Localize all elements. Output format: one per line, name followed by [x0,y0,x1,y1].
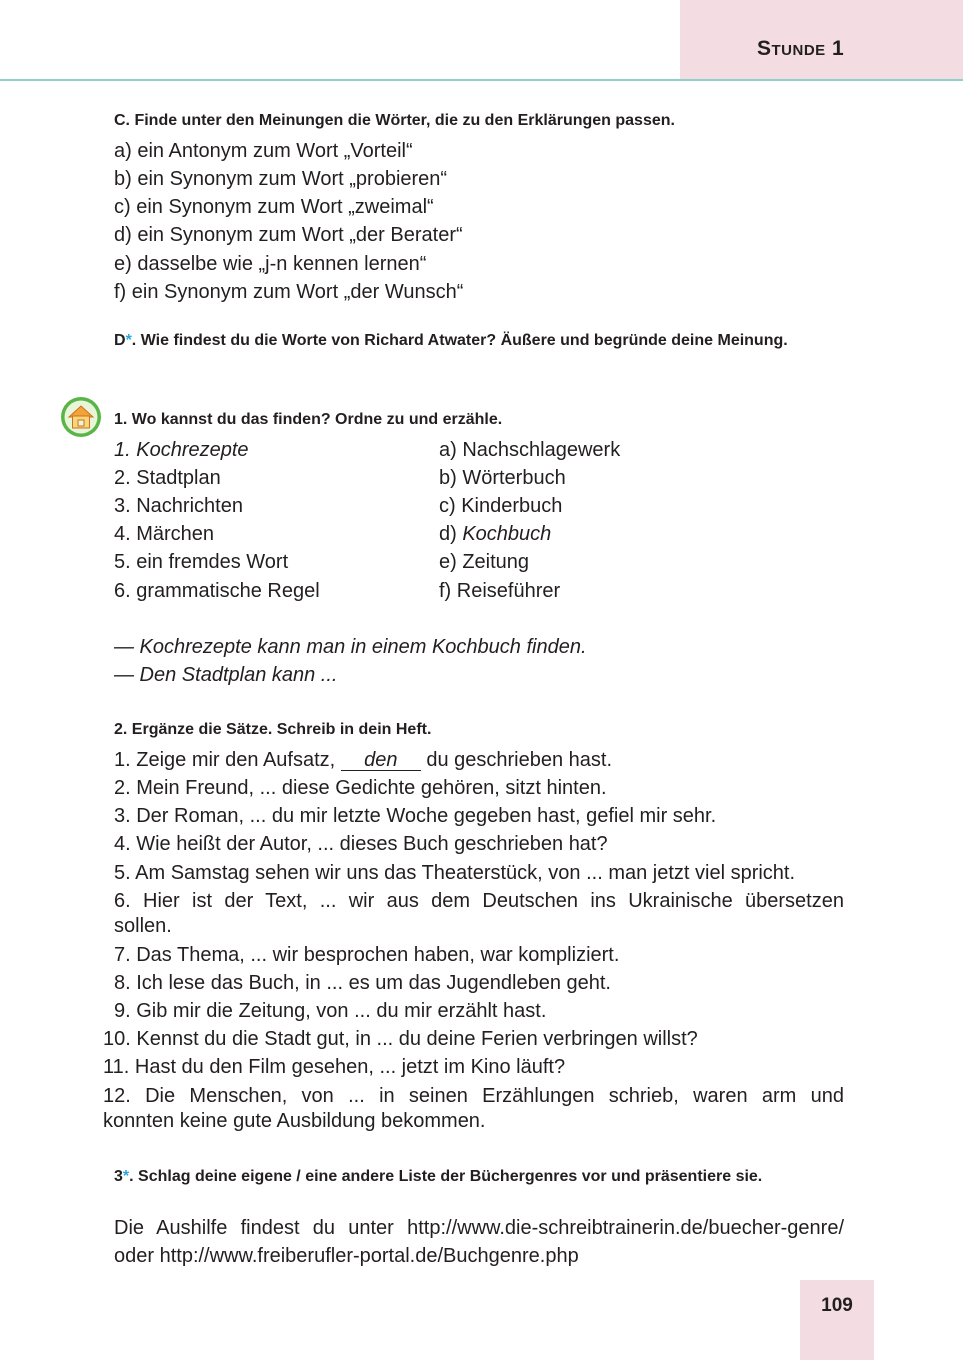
section-c-item: a) ein Antonym zum Wort „Vorteil“ [114,140,413,162]
home-icon [60,396,102,438]
page-number-tab [800,1280,874,1360]
exercise-2-sentence: 12. Die Menschen, von ... in seinen Erzählungen schrieb, waren arm und [103,1085,844,1107]
exercise-2-sentence: 10. Kennst du die Stadt gut, in ... du deine Ferien verbringen willst? [103,1028,698,1050]
exercise-2-sentence: 7. Das Thema, ... wir besprochen haben, war kompliziert. [114,944,620,966]
exercise-1-heading: 1. Wo kannst du das finden? Ordne zu und erzähle. [114,411,503,428]
exercise-2-sentence: 8. Ich lese das Buch, in ... es um das Jugendleben geht. [114,972,611,994]
exercise-2-heading: 2. Ergänze die Sätze. Schreib in dein Heft. [114,721,432,738]
exercise-1-right-item: c) Kinderbuch [439,495,563,517]
section-d-heading: D*. Wie findest du die Worte von Richard Atwater? Äußere und begründe deine Meinung. [114,332,788,349]
exercise-2-sentence: 9. Gib mir die Zeitung, von ... du mir erzählt hast. [114,1000,547,1022]
header-divider [0,79,963,81]
section-c-item: b) ein Synonym zum Wort „probieren“ [114,168,448,190]
star-mark: * [125,332,132,349]
exercise-3-heading: 3*. Schlag deine eigene / eine andere Liste der Büchergenres vor und präsentiere sie. [114,1168,763,1185]
exercise-2-sentence-continued: sollen. [114,915,172,937]
exercise-1-left-item: 1. Kochrezepte [114,439,249,461]
exercise-1-right-item: e) Zeitung [439,551,530,573]
exercise-1-right-item: b) Wörterbuch [439,467,566,489]
exercise-2-sentence: 11. Hast du den Film gesehen, ... jetzt im Kino läuft? [103,1056,566,1078]
exercise-1-left-item: 4. Märchen [114,523,215,545]
section-c-item: e) dasselbe wie „j-n kennen lernen“ [114,253,427,275]
exercise-1-left-item: 2. Stadtplan [114,467,221,489]
exercise-3-text: oder http://www.freiberufler-portal.de/Buchgenre.php [114,1245,579,1267]
exercise-1-right-item: d) Kochbuch [439,523,552,545]
section-c-item: c) ein Synonym zum Wort „zweimal“ [114,196,434,218]
exercise-3-text: Die Aushilfe findest du unter http://www.die-schreibtrainerin.de/buecher-genre/ [114,1217,844,1239]
exercise-1-right-item: a) Nachschlagewerk [439,439,621,461]
exercise-2-sentence: 3. Der Roman, ... du mir letzte Woche gegeben hast, gefiel mir sehr. [114,805,717,827]
answer-blank: den [341,750,421,771]
exercise-2-sentence: 5. Am Samstag sehen wir uns das Theaterstück, von ... man jetzt viel spricht. [114,862,796,884]
section-c-heading: C. Finde unter den Meinungen die Wörter, die zu den Erklärungen passen. [114,112,675,129]
header-title: Stunde 1 [757,37,845,60]
exercise-1-right-item: f) Reiseführer [439,580,561,602]
exercise-1-example: — Kochrezepte kann man in einem Kochbuch finden. [114,636,587,658]
section-c-item: f) ein Synonym zum Wort „der Wunsch“ [114,281,464,303]
page-number: 109 [821,1295,853,1316]
exercise-1-left-item: 6. grammatische Regel [114,580,320,602]
star-mark: * [122,1168,130,1185]
exercise-2-sentence: 6. Hier ist der Text, ... wir aus dem Deutschen ins Ukrainische übersetzen [114,890,844,912]
exercise-2-sentence: 1. Zeige mir den Aufsatz, den du geschrieben hast. [114,749,613,771]
exercise-1-example: — Den Stadtplan kann ... [114,664,338,686]
section-c-item: d) ein Synonym zum Wort „der Berater“ [114,224,463,246]
exercise-2-sentence-continued: konnten keine gute Ausbildung bekommen. [103,1110,486,1132]
exercise-1-left-item: 5. ein fremdes Wort [114,551,289,573]
exercise-2-sentence: 2. Mein Freund, ... diese Gedichte gehören, sitzt hinten. [114,777,607,799]
exercise-2-sentence: 4. Wie heißt der Autor, ... dieses Buch geschrieben hat? [114,833,608,855]
exercise-1-left-item: 3. Nachrichten [114,495,243,517]
